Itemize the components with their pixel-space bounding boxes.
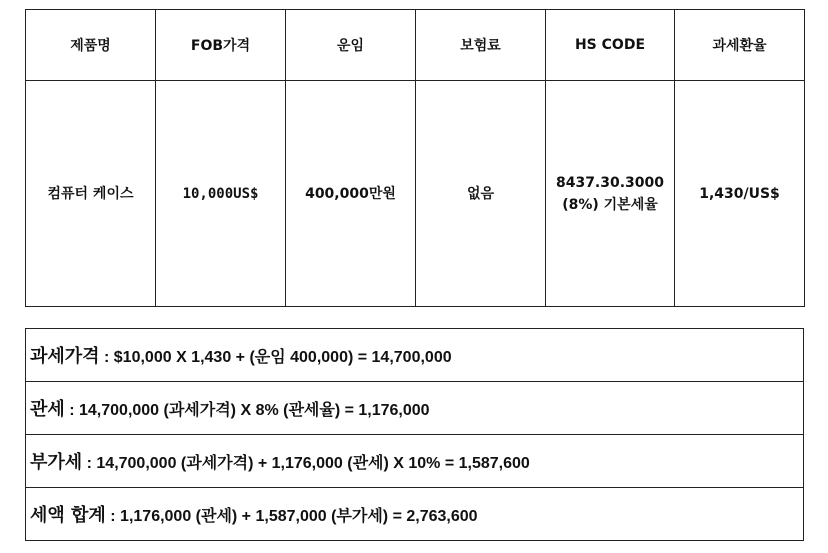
formula-text: : 14,700,000 (과세가격) X 8% (관세율) = 1,176,000	[64, 402, 430, 419]
hs-code-rate: (8%) 기본세율	[562, 196, 658, 213]
formula-label: 세액 합계	[30, 505, 106, 526]
formula-text: : $10,000 X 1,430 + (운임 400,000) = 14,700,000	[99, 349, 452, 366]
formula-label: 관세	[30, 399, 65, 420]
table-row	[26, 81, 805, 307]
cell-fob: 10,000US$	[156, 81, 286, 307]
formula-text: : 1,176,000 (관세) + 1,587,000 (부가세) = 2,763,600	[105, 508, 478, 525]
table-header-row	[26, 10, 805, 81]
formula-label: 부가세	[30, 452, 83, 473]
tax-calculation-table	[25, 328, 804, 541]
formula-customs-duty	[26, 382, 804, 435]
cell-hs-code	[546, 81, 675, 307]
formula-row	[26, 488, 804, 541]
formula-row	[26, 382, 804, 435]
formula-total-tax	[26, 488, 804, 541]
hs-code-number: 8437.30.3000	[555, 174, 665, 191]
cell-exchange-rate: 1,430/US$	[675, 81, 805, 307]
formula-row	[26, 329, 804, 382]
header-hs-code: HS CODE	[546, 10, 675, 81]
formula-row	[26, 435, 804, 488]
header-fob: FOB가격	[156, 10, 286, 81]
header-exchange-rate: 과세환율	[675, 10, 805, 81]
formula-taxable-value	[26, 329, 804, 382]
formula-vat	[26, 435, 804, 488]
header-product: 제품명	[26, 10, 156, 81]
header-freight: 운임	[286, 10, 416, 81]
formula-text: : 14,700,000 (과세가격) + 1,176,000 (관세) X 10% = 1,587,600	[82, 455, 530, 472]
formula-label: 과세가격	[30, 346, 100, 367]
cell-product: 컴퓨터 케이스	[26, 81, 156, 307]
header-insurance: 보험료	[416, 10, 546, 81]
cell-freight: 400,000만원	[286, 81, 416, 307]
import-info-table	[25, 9, 805, 307]
cell-insurance: 없음	[416, 81, 546, 307]
